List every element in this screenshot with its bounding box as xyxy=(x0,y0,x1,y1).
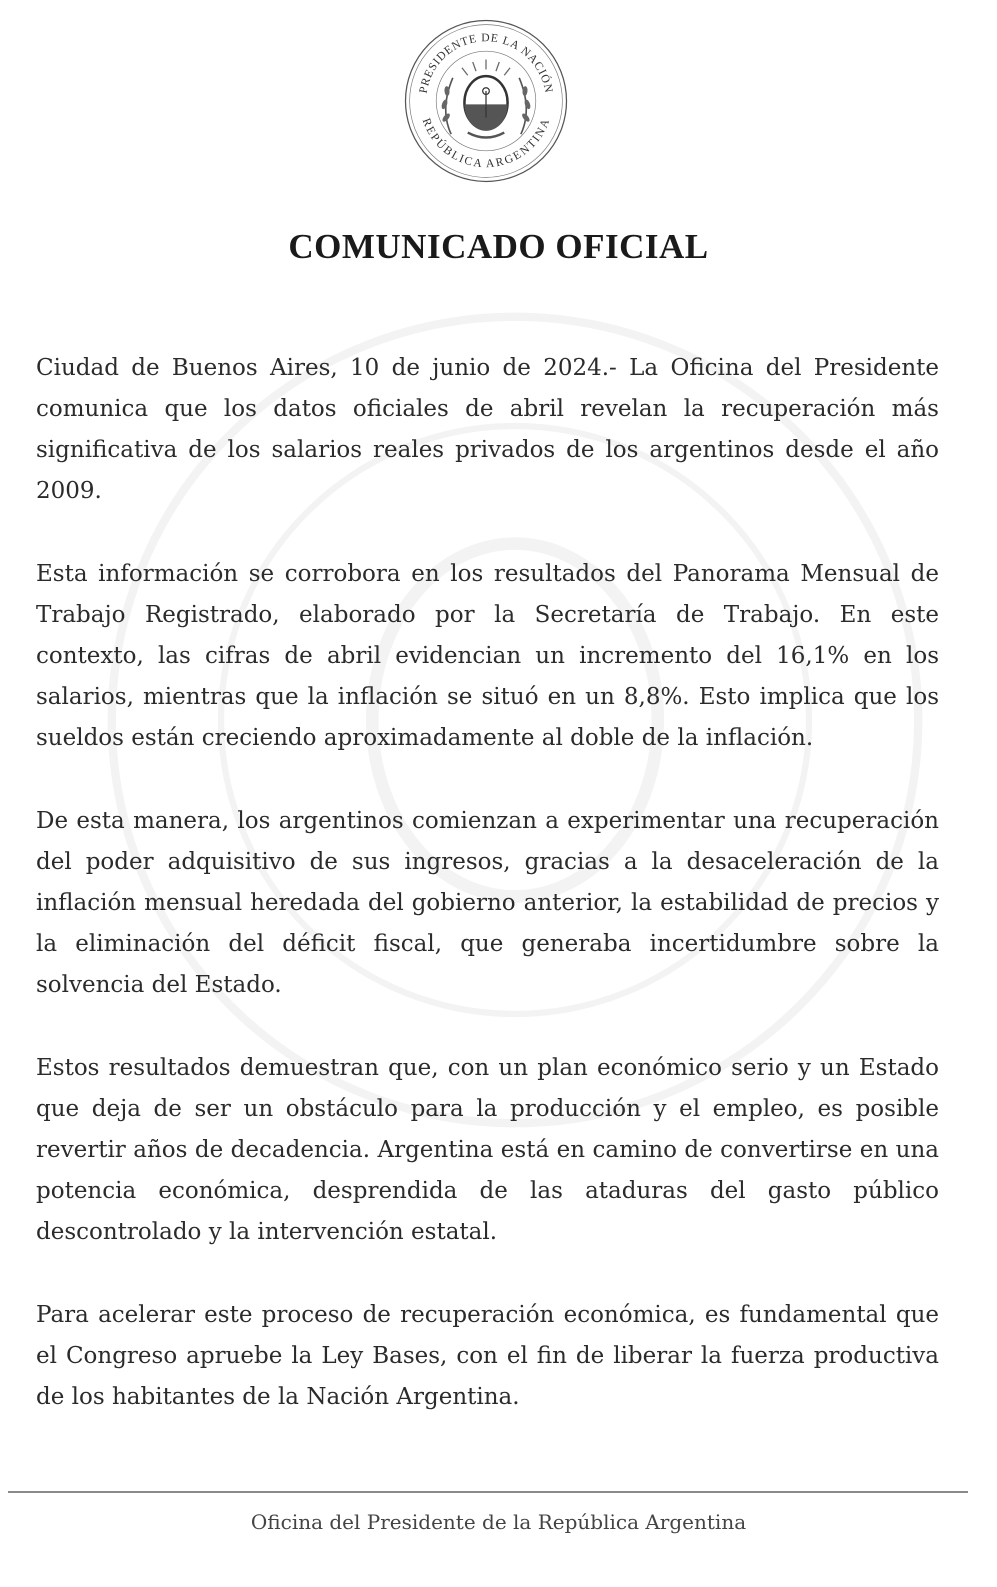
paragraph-1: Ciudad de Buenos Aires, 10 de junio de 2024.- La Oficina del Presidente comunica que los datos oficiales de abril revelan la recuperación más significativa de los salarios reales privados de los argentinos desde el año 2009. xyxy=(36,355,939,504)
footer-divider xyxy=(8,1491,968,1493)
paragraph-5: Para acelerar este proceso de recuperación económica, es fundamental que el Congreso apruebe la Ley Bases, con el fin de liberar la fuerza productiva de los habitantes de la Nación Argentina. xyxy=(36,1302,939,1410)
paragraph-4: Estos resultados demuestran que, con un plan económico serio y un Estado que deja de ser un obstáculo para la producción y el empleo, es posible revertir años de decadencia. Argentina está en camino de convertirse en una potencia económica, desprendida de las ataduras del gasto público descontrolado y la intervención estatal. xyxy=(36,1055,939,1245)
document-body xyxy=(36,348,939,1460)
presidential-seal-icon xyxy=(403,18,569,184)
seal-bottom-text: REPÚBLICA ARGENTINA xyxy=(419,116,553,171)
document-title: COMUNICADO OFICIAL xyxy=(288,227,709,266)
paragraph-3: De esta manera, los argentinos comienzan a experimentar una recuperación del poder adquisitivo de sus ingresos, gracias a la desaceleración de la inflación mensual heredada del gobierno anterior, la estabilidad de precios y la eliminación del déficit fiscal, que generaba incertidumbre sobre la solvencia del Estado. xyxy=(36,808,939,998)
seal-top-text: PRESIDENTE DE LA NACIÓN xyxy=(416,31,556,95)
paragraph-2: Esta información se corrobora en los resultados del Panorama Mensual de Trabajo Registrado, elaborado por la Secretaría de Trabajo. En este contexto, las cifras de abril evidencian un incremento del 16,1% en los salarios, mientras que la inflación se situó en un 8,8%. Esto implica que los sueldos están creciendo aproximadamente al doble de la inflación. xyxy=(36,561,939,751)
footer-text: Oficina del Presidente de la República Argentina xyxy=(250,1510,747,1534)
